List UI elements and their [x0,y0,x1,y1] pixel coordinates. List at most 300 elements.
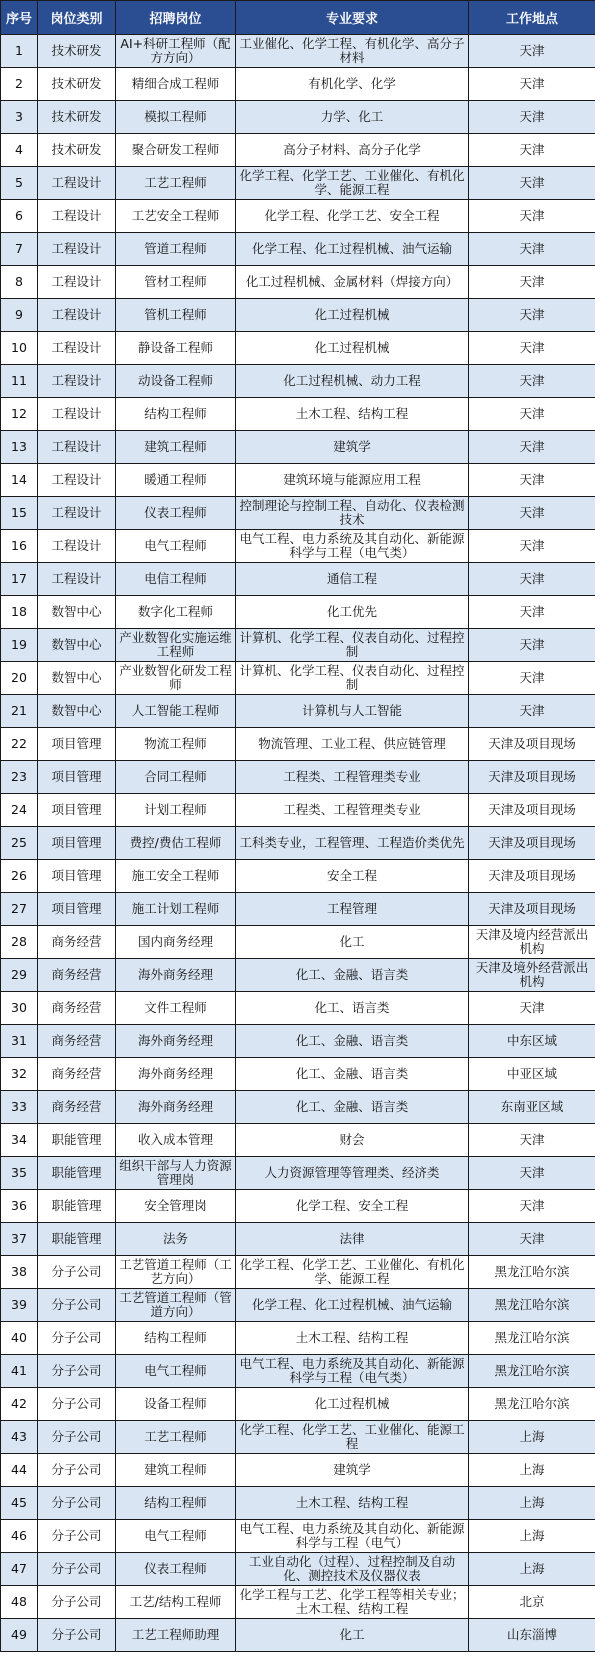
cell-position: 文件工程师 [116,992,236,1025]
cell-location: 天津 [469,101,595,134]
table-row [1,299,595,332]
cell-position: 暖通工程师 [116,464,236,497]
cell-no: 39 [1,1289,38,1322]
cell-position: 海外商务经理 [116,1025,236,1058]
cell-position: 电信工程师 [116,563,236,596]
cell-position: 工艺工程师 [116,1421,236,1454]
cell-location: 天津 [469,200,595,233]
cell-major: 工业催化、化学工程、有机化学、高分子材料 [236,35,469,68]
cell-major: 化工 [236,1619,469,1652]
cell-category: 项目管理 [38,860,116,893]
cell-major: 化工过程机械、动力工程 [236,365,469,398]
cell-location: 中东区域 [469,1025,595,1058]
header-major: 专业要求 [236,1,469,35]
cell-category: 数智中心 [38,662,116,695]
cell-no: 2 [1,68,38,101]
cell-location: 东南亚区域 [469,1091,595,1124]
cell-category: 工程设计 [38,398,116,431]
cell-major: 建筑环境与能源应用工程 [236,464,469,497]
cell-location: 天津 [469,431,595,464]
cell-position: 海外商务经理 [116,1091,236,1124]
table-row [1,365,595,398]
cell-no: 36 [1,1190,38,1223]
cell-position: 海外商务经理 [116,1058,236,1091]
cell-no: 11 [1,365,38,398]
table-row [1,464,595,497]
cell-no: 13 [1,431,38,464]
cell-no: 49 [1,1619,38,1652]
cell-location: 上海 [469,1520,595,1553]
cell-category: 职能管理 [38,1124,116,1157]
cell-major: 工业自动化（过程）、过程控制及自动化、测控技术及仪器仪表 [236,1553,469,1586]
cell-major: 建筑学 [236,1454,469,1487]
cell-location: 上海 [469,1421,595,1454]
cell-category: 工程设计 [38,431,116,464]
cell-location: 天津 [469,266,595,299]
cell-no: 37 [1,1223,38,1256]
table-body [1,35,595,1652]
table-row [1,629,595,662]
cell-no: 3 [1,101,38,134]
cell-position: 工艺安全工程师 [116,200,236,233]
cell-location: 天津 [469,398,595,431]
cell-no: 41 [1,1355,38,1388]
cell-major: 化工过程机械 [236,1388,469,1421]
table-row [1,1586,595,1619]
cell-no: 20 [1,662,38,695]
cell-position: 结构工程师 [116,398,236,431]
cell-position: 电气工程师 [116,530,236,563]
table-row [1,1256,595,1289]
cell-location: 天津及项目现场 [469,860,595,893]
cell-major: 工程管理 [236,893,469,926]
cell-major: 高分子材料、高分子化学 [236,134,469,167]
table-row [1,167,595,200]
cell-no: 21 [1,695,38,728]
cell-no: 16 [1,530,38,563]
cell-no: 28 [1,926,38,959]
cell-category: 技术研发 [38,68,116,101]
table-row [1,1553,595,1586]
cell-location: 中亚区域 [469,1058,595,1091]
cell-location: 天津 [469,662,595,695]
cell-position: 工艺工程师 [116,167,236,200]
table-row [1,1388,595,1421]
cell-no: 27 [1,893,38,926]
cell-no: 9 [1,299,38,332]
cell-position: 施工计划工程师 [116,893,236,926]
cell-no: 23 [1,761,38,794]
cell-category: 分子公司 [38,1619,116,1652]
cell-category: 商务经营 [38,959,116,992]
cell-no: 24 [1,794,38,827]
cell-category: 分子公司 [38,1520,116,1553]
cell-major: 建筑学 [236,431,469,464]
table-row [1,893,595,926]
cell-category: 数智中心 [38,596,116,629]
header-no: 序号 [1,1,38,35]
cell-category: 职能管理 [38,1223,116,1256]
cell-location: 天津及项目现场 [469,794,595,827]
cell-no: 42 [1,1388,38,1421]
cell-category: 项目管理 [38,761,116,794]
cell-major: 计算机与人工智能 [236,695,469,728]
table-row [1,134,595,167]
cell-category: 数智中心 [38,629,116,662]
cell-no: 7 [1,233,38,266]
cell-no: 15 [1,497,38,530]
cell-major: 化学工程、化学工艺、安全工程 [236,200,469,233]
table-row [1,530,595,563]
cell-major: 化工优先 [236,596,469,629]
cell-position: 结构工程师 [116,1322,236,1355]
cell-position: 仪表工程师 [116,497,236,530]
cell-location: 天津 [469,563,595,596]
cell-category: 商务经营 [38,1025,116,1058]
cell-location: 天津 [469,167,595,200]
cell-major: 计算机、化学工程、仪表自动化、过程控制 [236,629,469,662]
cell-major: 电气工程、电力系统及其自动化、新能源科学与工程（电气） [236,1520,469,1553]
table-row [1,1058,595,1091]
cell-position: 数字化工程师 [116,596,236,629]
cell-major: 电气工程、电力系统及其自动化、新能源科学与工程（电气类） [236,1355,469,1388]
cell-location: 北京 [469,1586,595,1619]
cell-position: 静设备工程师 [116,332,236,365]
cell-no: 35 [1,1157,38,1190]
cell-category: 商务经营 [38,1058,116,1091]
cell-location: 天津及项目现场 [469,827,595,860]
cell-major: 力学、化工 [236,101,469,134]
cell-major: 通信工程 [236,563,469,596]
table-row [1,959,595,992]
table-row [1,1322,595,1355]
cell-position: 设备工程师 [116,1388,236,1421]
cell-category: 技术研发 [38,35,116,68]
cell-no: 8 [1,266,38,299]
cell-location: 天津及境外经营派出机构 [469,959,595,992]
table-row [1,1025,595,1058]
cell-major: 工程类、工程管理类专业 [236,794,469,827]
cell-category: 数智中心 [38,695,116,728]
table-row [1,1289,595,1322]
table-row [1,431,595,464]
cell-no: 44 [1,1454,38,1487]
cell-position: AI+科研工程师（配方方向） [116,35,236,68]
cell-position: 工艺管道工程师（管道方向） [116,1289,236,1322]
cell-major: 化学工程、化学工艺、工业催化、有机化学、能源工程 [236,1256,469,1289]
cell-location: 天津 [469,1190,595,1223]
cell-position: 组织干部与人力资源管理岗 [116,1157,236,1190]
cell-position: 管道工程师 [116,233,236,266]
cell-position: 模拟工程师 [116,101,236,134]
table-row [1,1124,595,1157]
cell-major: 工程类、工程管理类专业 [236,761,469,794]
cell-category: 工程设计 [38,200,116,233]
cell-category: 分子公司 [38,1454,116,1487]
cell-no: 45 [1,1487,38,1520]
cell-location: 天津 [469,1124,595,1157]
cell-no: 4 [1,134,38,167]
cell-category: 工程设计 [38,266,116,299]
cell-category: 职能管理 [38,1190,116,1223]
cell-position: 管机工程师 [116,299,236,332]
cell-no: 26 [1,860,38,893]
cell-major: 化工过程机械 [236,332,469,365]
table-row [1,926,595,959]
cell-location: 天津 [469,497,595,530]
cell-major: 化学工程、安全工程 [236,1190,469,1223]
cell-major: 化学工程、化学工艺、工业催化、有机化学、能源工程 [236,167,469,200]
cell-location: 天津 [469,233,595,266]
cell-position: 国内商务经理 [116,926,236,959]
cell-major: 人力资源管理等管理类、经济类 [236,1157,469,1190]
cell-position: 聚合研发工程师 [116,134,236,167]
cell-no: 31 [1,1025,38,1058]
cell-category: 商务经营 [38,926,116,959]
cell-position: 工艺工程师助理 [116,1619,236,1652]
table-row [1,398,595,431]
cell-location: 天津 [469,332,595,365]
cell-position: 工艺/结构工程师 [116,1586,236,1619]
cell-location: 天津 [469,629,595,662]
cell-major: 化工过程机械、金属材料（焊接方向） [236,266,469,299]
cell-major: 化工、金融、语言类 [236,1091,469,1124]
cell-location: 天津 [469,1223,595,1256]
cell-major: 土木工程、结构工程 [236,1487,469,1520]
cell-location: 山东淄博 [469,1619,595,1652]
cell-position: 工艺管道工程师（工艺方向） [116,1256,236,1289]
cell-location: 天津及境内经营派出机构 [469,926,595,959]
cell-no: 43 [1,1421,38,1454]
cell-location: 天津及项目现场 [469,893,595,926]
cell-position: 管材工程师 [116,266,236,299]
cell-position: 安全管理岗 [116,1190,236,1223]
cell-location: 天津 [469,35,595,68]
cell-position: 物流工程师 [116,728,236,761]
cell-no: 46 [1,1520,38,1553]
cell-position: 海外商务经理 [116,959,236,992]
cell-category: 项目管理 [38,794,116,827]
cell-location: 天津及项目现场 [469,761,595,794]
cell-location: 天津 [469,530,595,563]
table-row [1,1619,595,1652]
cell-location: 黑龙江哈尔滨 [469,1388,595,1421]
cell-position: 人工智能工程师 [116,695,236,728]
cell-no: 14 [1,464,38,497]
cell-location: 天津及项目现场 [469,728,595,761]
cell-position: 合同工程师 [116,761,236,794]
cell-category: 分子公司 [38,1421,116,1454]
cell-no: 34 [1,1124,38,1157]
cell-location: 天津 [469,1157,595,1190]
cell-no: 40 [1,1322,38,1355]
cell-category: 分子公司 [38,1289,116,1322]
cell-category: 商务经营 [38,1091,116,1124]
table-row [1,35,595,68]
cell-category: 工程设计 [38,167,116,200]
cell-position: 建筑工程师 [116,431,236,464]
cell-major: 化学工程、化工过程机械、油气运输 [236,1289,469,1322]
cell-category: 项目管理 [38,893,116,926]
cell-position: 计划工程师 [116,794,236,827]
cell-location: 天津 [469,365,595,398]
table-row [1,1355,595,1388]
cell-no: 38 [1,1256,38,1289]
cell-no: 5 [1,167,38,200]
cell-major: 化学工程、化工过程机械、油气运输 [236,233,469,266]
cell-no: 47 [1,1553,38,1586]
cell-major: 电气工程、电力系统及其自动化、新能源科学与工程（电气类） [236,530,469,563]
cell-major: 化工、金融、语言类 [236,1058,469,1091]
cell-category: 职能管理 [38,1157,116,1190]
cell-major: 化工 [236,926,469,959]
header-location: 工作地点 [469,1,595,35]
cell-category: 工程设计 [38,497,116,530]
cell-location: 上海 [469,1553,595,1586]
cell-category: 商务经营 [38,992,116,1025]
table-header-row [1,1,595,35]
cell-position: 产业数智化研发工程师 [116,662,236,695]
cell-no: 1 [1,35,38,68]
cell-category: 项目管理 [38,827,116,860]
cell-position: 结构工程师 [116,1487,236,1520]
cell-position: 动设备工程师 [116,365,236,398]
cell-no: 33 [1,1091,38,1124]
cell-major: 计算机、化学工程、仪表自动化、过程控制 [236,662,469,695]
cell-major: 化工、金融、语言类 [236,959,469,992]
cell-no: 48 [1,1586,38,1619]
cell-category: 工程设计 [38,365,116,398]
cell-category: 分子公司 [38,1388,116,1421]
cell-location: 黑龙江哈尔滨 [469,1256,595,1289]
cell-position: 电气工程师 [116,1520,236,1553]
cell-no: 22 [1,728,38,761]
cell-location: 黑龙江哈尔滨 [469,1289,595,1322]
cell-location: 黑龙江哈尔滨 [469,1355,595,1388]
table-row [1,1091,595,1124]
table-row [1,794,595,827]
cell-category: 分子公司 [38,1586,116,1619]
cell-location: 天津 [469,464,595,497]
cell-position: 仪表工程师 [116,1553,236,1586]
table-row [1,1520,595,1553]
table-row [1,332,595,365]
cell-location: 天津 [469,134,595,167]
cell-major: 工科类专业，工程管理、工程造价类优先 [236,827,469,860]
cell-major: 物流管理、工业工程、供应链管理 [236,728,469,761]
cell-category: 项目管理 [38,728,116,761]
cell-position: 产业数智化实施运维工程师 [116,629,236,662]
cell-category: 技术研发 [38,101,116,134]
cell-major: 土木工程、结构工程 [236,1322,469,1355]
cell-major: 化学工程与工艺、化学工程等相关专业；土木工程、结构工程 [236,1586,469,1619]
cell-major: 化工、语言类 [236,992,469,1025]
table-row [1,101,595,134]
table-row [1,662,595,695]
table-row [1,827,595,860]
cell-category: 工程设计 [38,233,116,266]
cell-category: 分子公司 [38,1256,116,1289]
cell-no: 6 [1,200,38,233]
table-row [1,860,595,893]
cell-major: 控制理论与控制工程、自动化、仪表检测技术 [236,497,469,530]
header-category: 岗位类别 [38,1,116,35]
cell-major: 财会 [236,1124,469,1157]
cell-major: 法律 [236,1223,469,1256]
cell-position: 施工安全工程师 [116,860,236,893]
cell-no: 29 [1,959,38,992]
table-row [1,200,595,233]
cell-major: 有机化学、化学 [236,68,469,101]
cell-category: 分子公司 [38,1322,116,1355]
cell-major: 化学工程、化学工艺、工业催化、能源工程 [236,1421,469,1454]
table-row [1,1157,595,1190]
cell-no: 30 [1,992,38,1025]
cell-location: 天津 [469,992,595,1025]
cell-no: 17 [1,563,38,596]
cell-category: 工程设计 [38,299,116,332]
table-row [1,563,595,596]
table-row [1,761,595,794]
cell-category: 技术研发 [38,134,116,167]
cell-major: 化工、金融、语言类 [236,1025,469,1058]
cell-no: 19 [1,629,38,662]
cell-category: 分子公司 [38,1553,116,1586]
table-row [1,233,595,266]
table-row [1,266,595,299]
table-row [1,1454,595,1487]
table-row [1,728,595,761]
table-row [1,992,595,1025]
table-row [1,1190,595,1223]
cell-position: 精细合成工程师 [116,68,236,101]
cell-no: 12 [1,398,38,431]
cell-category: 工程设计 [38,332,116,365]
cell-position: 法务 [116,1223,236,1256]
cell-position: 费控/费估工程师 [116,827,236,860]
cell-category: 工程设计 [38,464,116,497]
cell-no: 10 [1,332,38,365]
table-row [1,497,595,530]
cell-category: 分子公司 [38,1487,116,1520]
table-row [1,1421,595,1454]
cell-position: 建筑工程师 [116,1454,236,1487]
cell-position: 收入成本管理 [116,1124,236,1157]
cell-location: 天津 [469,68,595,101]
header-position: 招聘岗位 [116,1,236,35]
cell-location: 天津 [469,695,595,728]
cell-no: 25 [1,827,38,860]
cell-location: 上海 [469,1487,595,1520]
cell-location: 上海 [469,1454,595,1487]
cell-category: 分子公司 [38,1355,116,1388]
table-row [1,68,595,101]
table-row [1,695,595,728]
cell-position: 电气工程师 [116,1355,236,1388]
cell-location: 天津 [469,596,595,629]
table-row [1,1223,595,1256]
cell-no: 18 [1,596,38,629]
cell-location: 黑龙江哈尔滨 [469,1322,595,1355]
cell-major: 土木工程、结构工程 [236,398,469,431]
cell-major: 化工过程机械 [236,299,469,332]
table-row [1,1487,595,1520]
cell-category: 工程设计 [38,530,116,563]
cell-location: 天津 [469,299,595,332]
cell-major: 安全工程 [236,860,469,893]
cell-category: 工程设计 [38,563,116,596]
cell-no: 32 [1,1058,38,1091]
